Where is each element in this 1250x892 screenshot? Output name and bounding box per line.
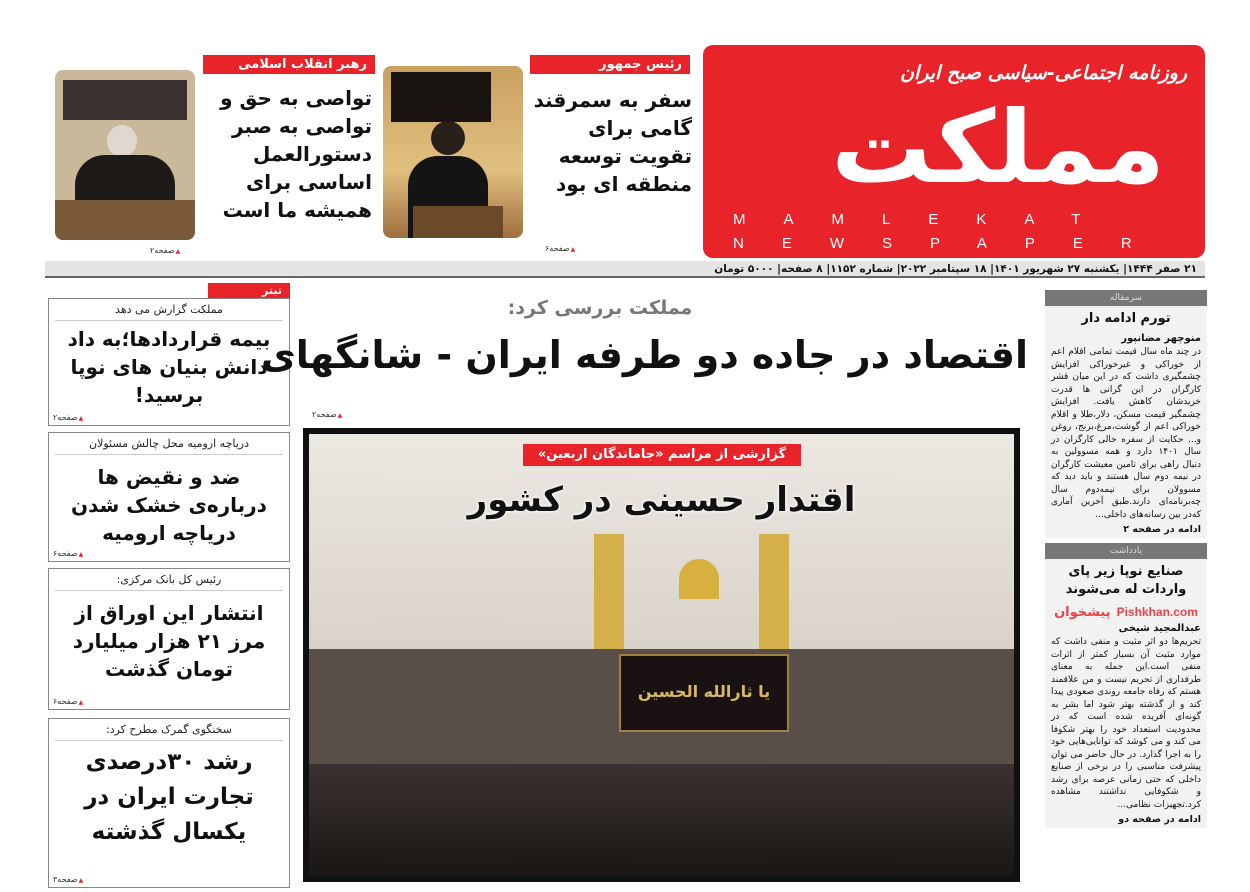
teaser-label-leader: رهبر انقلاب اسلامی bbox=[203, 55, 375, 74]
teaser-page-president: ▲ صفحه۶ bbox=[545, 244, 575, 255]
story-headline[interactable]: بیمه قراردادها؛به داد دانش بنیان های نوپا برسید! bbox=[67, 327, 271, 407]
left-story-4[interactable] bbox=[48, 718, 290, 888]
note-title[interactable]: صنایع نوپا زیر پای واردات له می‌شوند bbox=[1065, 564, 1187, 597]
left-story-2[interactable] bbox=[48, 432, 290, 562]
story-headline[interactable]: انتشار این اوراق از مرز ۲۱ هزار میلیارد تومان گذشت bbox=[72, 601, 266, 681]
story-kicker: رئیس کل بانک مرکزی: bbox=[55, 573, 283, 591]
masthead-latin-name: MAMLEKAT bbox=[733, 211, 1119, 228]
leader-photo bbox=[55, 70, 195, 240]
watermark-fa: پیشخوان bbox=[1054, 605, 1111, 620]
story-kicker: سخنگوی گمرک مطرح کرد: bbox=[55, 723, 283, 741]
shrine-banner-text: یا ثارالله الحسین bbox=[637, 682, 771, 701]
dateline: ۲۱ صفر ۱۴۴۴| یکشنبه ۲۷ شهریور ۱۴۰۱| ۱۸ سپتامبر ۲۰۲۲| شماره ۱۱۵۲| ۸ صفحه| ۵۰۰۰ تومان bbox=[45, 261, 1205, 278]
newspaper-logo: مملکت bbox=[831, 89, 1165, 206]
note-body: تحریم‌ها دو اثر مثبت و منفی داشت که موارد مثبت آن بسیار کمتر از اثرات منفی است.این جمله به معنای طرفداری از تحریم نیست و من علاقمند هستم که رفاه جامعه روندی صعودی پیدا کند و از گذشته بهتر شود اما بشر به گونه‌ای آفریده شده است که در محدودیت استعداد خود را بهتر شکوفا می کند و می کوشد که توانایی‌هایی خود را به اجرا گذارد. در حال حاضر می توان پیشرفت مناسبی را در برخی از صنایع داخلی که حتی زمانی عرصه برای رشد و شکوفایی نداشتند مشاهده کرد.تجهیزات نظامی... bbox=[1051, 637, 1201, 810]
story-kicker: مملکت گزارش می دهد bbox=[55, 303, 283, 321]
teaser-page-leader: ▲ صفحه۲ bbox=[150, 246, 180, 257]
left-column-tab: تیتر bbox=[208, 283, 290, 298]
note-section-label: یادداشت bbox=[1045, 543, 1207, 559]
story-page-ref: ▲ صفحه۶ bbox=[53, 549, 83, 560]
main-page-ref: ▲ صفحه۲ bbox=[312, 410, 342, 421]
masthead-latin-sub: NEWSPAPER bbox=[733, 235, 1170, 252]
editorial-title[interactable]: تورم ادامه دار bbox=[1081, 311, 1171, 326]
main-headline[interactable]: اقتصاد در جاده دو طرفه ایران - شانگهای bbox=[260, 333, 1028, 377]
masthead bbox=[703, 45, 1205, 258]
editorial-section-label: سرمقاله bbox=[1045, 290, 1207, 306]
watermark-en: Pishkhan.com bbox=[1116, 605, 1198, 619]
story-page-ref: ▲ صفحه۶ bbox=[53, 697, 83, 708]
photo-headline[interactable]: اقتدار حسینی در کشور bbox=[467, 480, 856, 520]
teaser-label-president: رئیس جمهور bbox=[530, 55, 690, 74]
editorial-body: در چند ماه سال قیمت تمامی اقلام اعم از خوراکی و غیرخوراکی افزایش چشمگیری داشت که در این میان قشر کارگران در این گرانی ها قدرت خریدشان کاهش یافت. افزایش چشمگیر قیمت مسکن، دلار،طلا و اقلام خوراکی اعم از گوشت،مرغ،برنج، روغن و... حکایت از سفره خالی کارگران در سال ۱۴۰۱ دارد و همه مسوولین به دنبال راهی برای تامین معیشت کارگران در نیمه دوم سال هستند و باید دید که مسوولان برای نیمه‌دوم سال چه‌برنامه‌ای دارند.طبق آخرین آماری که‌در بین رسانه‌های داخلی... bbox=[1051, 347, 1201, 520]
masthead-subtitle: روزنامه اجتماعی-سیاسی صبح ایران bbox=[899, 62, 1187, 84]
editorial-column bbox=[1045, 290, 1207, 538]
right-column bbox=[1045, 290, 1207, 890]
watermark bbox=[1045, 603, 1207, 622]
editorial-continue[interactable]: ادامه در صفحه ۲ bbox=[1123, 524, 1201, 535]
left-story-1[interactable] bbox=[48, 298, 290, 426]
story-kicker: دریاچه ارومیه محل چالش مسئولان bbox=[55, 437, 283, 455]
editorial-author: منوچهر مضانپور bbox=[1121, 333, 1201, 344]
president-photo bbox=[383, 66, 523, 238]
teaser-headline-leader[interactable]: تواصی به حق و تواصی به صبر دستورالعمل اساسی برای همیشه ما است bbox=[220, 86, 372, 222]
story-headline[interactable]: ضد و نقیض ها درباره‌ی خشک شدن دریاچه ارومیه bbox=[71, 465, 267, 545]
story-headline[interactable]: رشد ۳۰درصدی تجارت ایران در یکسال گذشته bbox=[84, 749, 254, 845]
note-author: عبدالمجید شیخی bbox=[1118, 623, 1201, 634]
story-page-ref: ▲ صفحه۲ bbox=[53, 413, 83, 424]
photo-label: گزارشی از مراسم «جاماندگان اربعین» bbox=[523, 444, 801, 466]
story-page-ref: ▲ صفحه۳ bbox=[53, 875, 83, 886]
main-photo bbox=[303, 428, 1020, 882]
note-column bbox=[1045, 543, 1207, 828]
teaser-headline-president[interactable]: سفر به سمرقند گامی برای تقویت توسعه منطقه ای بود bbox=[533, 88, 692, 196]
left-story-3[interactable] bbox=[48, 568, 290, 710]
note-continue[interactable]: ادامه در صفحه دو bbox=[1118, 814, 1201, 825]
main-kicker: مملکت بررسی کرد: bbox=[507, 297, 693, 319]
